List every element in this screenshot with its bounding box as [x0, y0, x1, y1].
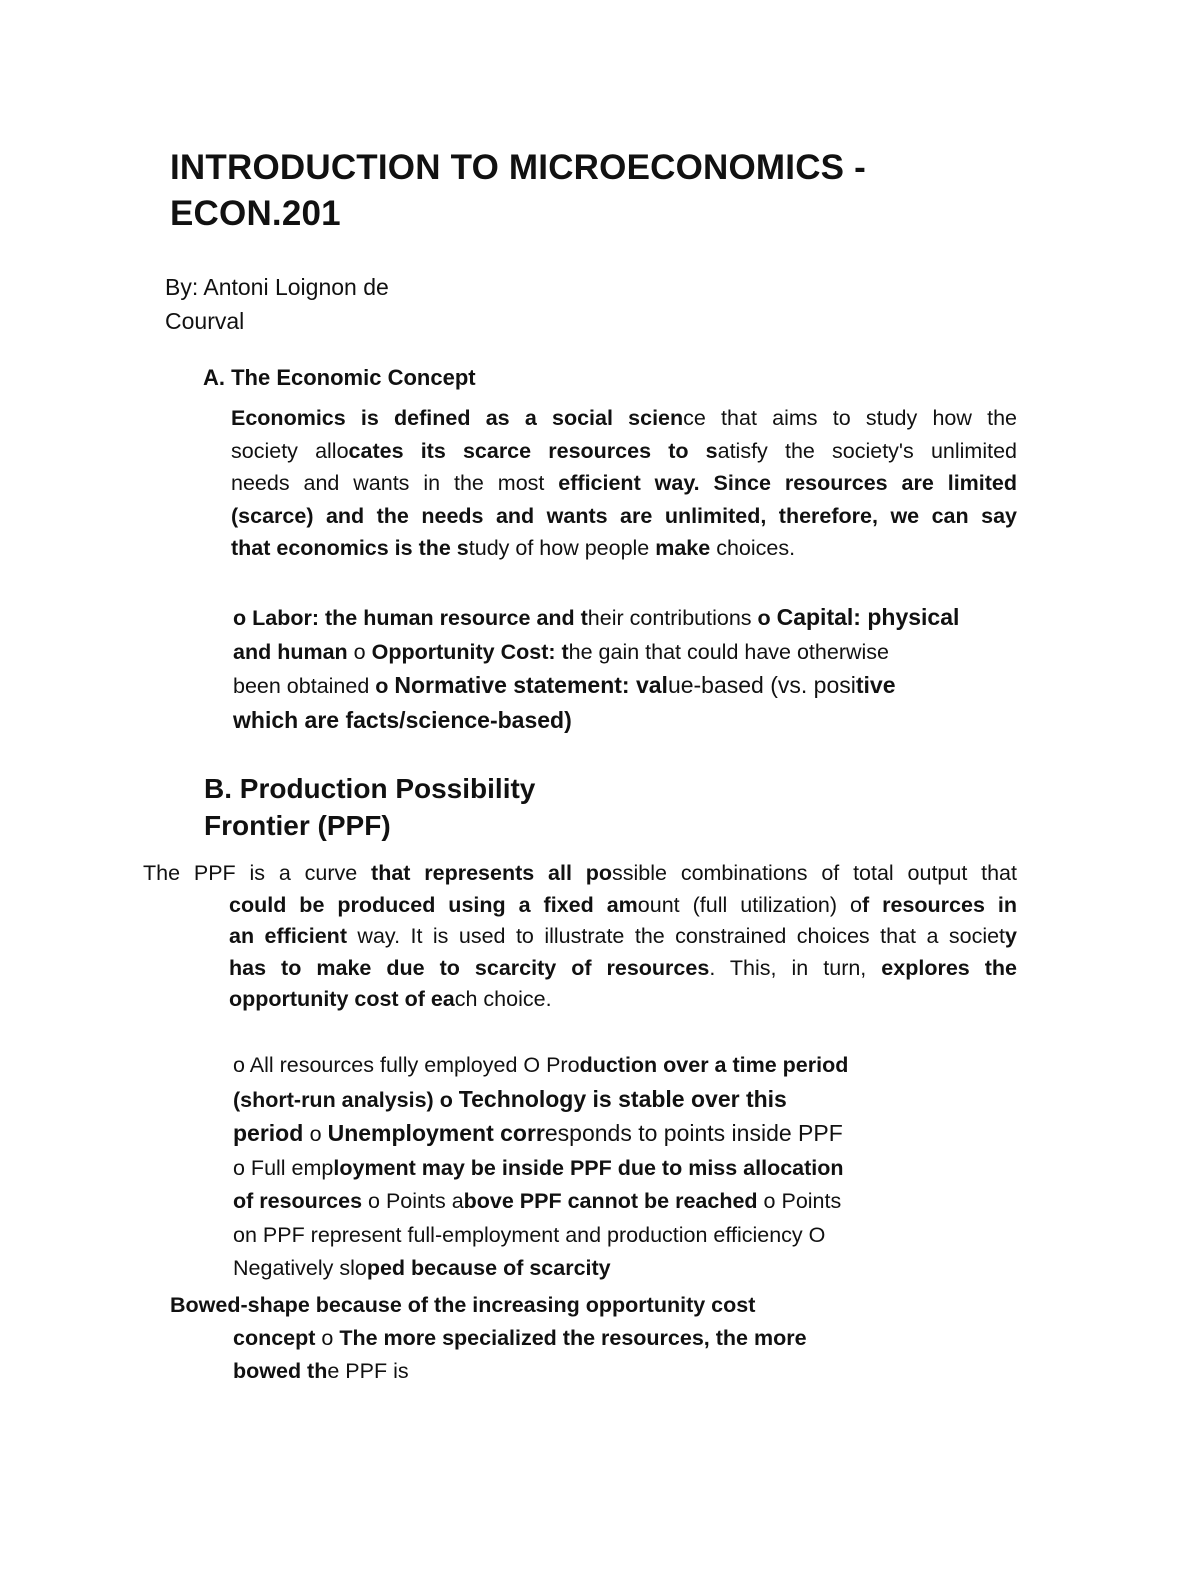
text-run: esponds to points inside PPF: [544, 1120, 843, 1146]
title-line-2: ECON.201: [170, 194, 341, 233]
text-line: [231, 467, 1017, 500]
text-run: bove PPF cannot be reached: [463, 1189, 764, 1213]
text-run: Capital: physical: [776, 604, 960, 630]
section-b-heading-line-2: Frontier (PPF): [204, 810, 391, 841]
section-b-heading-line-1: B. Production Possibility: [204, 773, 536, 804]
text-line: [233, 1117, 1033, 1152]
text-run: has to make due to scarcity of resources: [229, 955, 710, 980]
text-line: [233, 1049, 1033, 1083]
text-run: cates its scarce resources to s: [348, 438, 718, 463]
section-a-paragraph: [231, 402, 1017, 565]
text-run: O: [523, 1053, 547, 1077]
text-run: choices.: [710, 536, 796, 560]
text-line: [143, 921, 1017, 953]
text-run: o: [233, 606, 253, 630]
text-line: [231, 435, 1017, 468]
text-run: The more specialized the resources, the more: [339, 1326, 807, 1350]
text-run: o Points: [763, 1189, 842, 1213]
section-b-bullet-list: [233, 1049, 1033, 1286]
text-run: ce that aims to study how the: [683, 406, 1017, 430]
text-run: . This, in turn,: [709, 955, 882, 980]
text-run: The PPF is a curve: [143, 861, 372, 885]
text-line: [233, 1185, 1033, 1219]
text-run: opportunity cost of ea: [229, 987, 455, 1011]
text-line: [233, 704, 1023, 739]
text-run: Unemployment corr: [327, 1120, 545, 1146]
text-line: [231, 532, 1017, 565]
author-line-2: Courval: [165, 308, 245, 334]
title-line-1: INTRODUCTION TO MICROECONOMICS -: [170, 148, 867, 187]
text-run: Opportunity Cost: t: [371, 639, 569, 664]
text-run: ssible combinations of total output that: [612, 861, 1017, 885]
text-line: [143, 858, 1017, 890]
text-line: [233, 601, 1023, 636]
text-run: o Points a: [368, 1189, 464, 1213]
text-run: ch choice.: [454, 987, 552, 1011]
text-run: that economics is the s: [231, 536, 469, 560]
text-run: o: [757, 606, 777, 630]
text-run: Economics is defined as a social scien: [231, 406, 684, 430]
text-line: [143, 984, 1017, 1016]
author-line-1: By: Antoni Loignon de: [165, 274, 389, 300]
text-line: [233, 636, 1023, 670]
text-line: [231, 402, 1017, 435]
text-run: ount (full utilization) o: [637, 892, 862, 917]
text-line: [233, 1252, 1033, 1286]
text-run: needs and wants in the most: [231, 471, 559, 495]
text-run: could be produced using a fixed am: [229, 892, 638, 917]
text-run: o: [353, 639, 372, 664]
text-run: Labor: the human resource and t: [252, 606, 588, 630]
text-run: heir contributions: [587, 606, 758, 630]
text-line: [233, 1152, 1033, 1186]
text-run: period: [233, 1120, 310, 1146]
text-run: f resources in: [861, 892, 1017, 917]
text-run: o: [375, 674, 395, 698]
text-line: [231, 500, 1017, 533]
text-line: [170, 1355, 990, 1388]
text-run: explores the: [881, 955, 1017, 980]
text-line: [143, 890, 1017, 922]
text-run: tudy of how people: [468, 536, 656, 560]
section-b-heading: [204, 770, 535, 844]
text-run: O: [808, 1222, 826, 1247]
text-run: concept: [233, 1326, 322, 1350]
text-line: [233, 1219, 1033, 1253]
text-line: [170, 1322, 990, 1355]
text-run: and human: [233, 639, 354, 664]
text-run: o: [309, 1122, 328, 1146]
section-b-paragraph: [143, 858, 1017, 1016]
text-run: make: [655, 536, 711, 560]
text-run: o: [439, 1087, 459, 1112]
text-run: o: [321, 1326, 340, 1350]
text-run: that represents all po: [371, 861, 613, 885]
text-run: bowed th: [233, 1359, 328, 1383]
text-run: atisfy the society's unlimited: [717, 438, 1017, 463]
text-run: efficient way. Since resources are limited: [558, 471, 1018, 495]
section-a-heading: A. The Economic Concept: [203, 365, 476, 390]
text-run: tive: [855, 672, 896, 698]
text-run: on PPF represent full-employment and production efficiency: [233, 1222, 809, 1247]
text-run: Bowed-shape because of the increasing opportunity cost: [170, 1293, 756, 1317]
section-a-bullet-list: [233, 601, 1023, 738]
text-line: [170, 1289, 990, 1322]
text-run: loyment may be inside PPF due to miss allocation: [333, 1155, 844, 1180]
text-run: (scarce) and the needs and wants are unlimited, therefore, we can say: [231, 503, 1017, 528]
text-run: Pro: [546, 1053, 580, 1077]
text-run: y: [1005, 924, 1017, 948]
text-run: (short-run analysis): [233, 1087, 440, 1112]
text-run: which are facts/science-based): [233, 706, 572, 733]
text-run: o All resources fully employed: [233, 1053, 524, 1077]
text-run: Technology is stable over this: [458, 1085, 787, 1112]
text-run: duction over a time period: [579, 1053, 849, 1077]
text-run: way. It is used to illustrate the constrained choices that a societ: [346, 924, 1006, 948]
text-line: [143, 953, 1017, 985]
text-run: Normative statement: val: [394, 672, 668, 698]
text-run: an efficient: [229, 924, 347, 948]
text-line: [233, 669, 1023, 704]
text-run: he gain that could have otherwise: [568, 639, 889, 664]
text-run: ped because of scarcity: [366, 1256, 611, 1280]
text-run: society allo: [231, 438, 349, 463]
document-title: [170, 145, 930, 237]
text-line: [233, 1083, 1033, 1118]
text-run: been obtained: [233, 674, 376, 698]
text-run: o Full emp: [233, 1155, 334, 1180]
section-b-bowed-shape-note: [170, 1289, 990, 1388]
text-run: ue-based (vs. posi: [667, 672, 856, 698]
author-byline: [165, 270, 425, 338]
text-run: of resources: [233, 1189, 369, 1213]
text-run: Negatively slo: [233, 1256, 367, 1280]
text-run: e PPF is: [327, 1359, 409, 1383]
